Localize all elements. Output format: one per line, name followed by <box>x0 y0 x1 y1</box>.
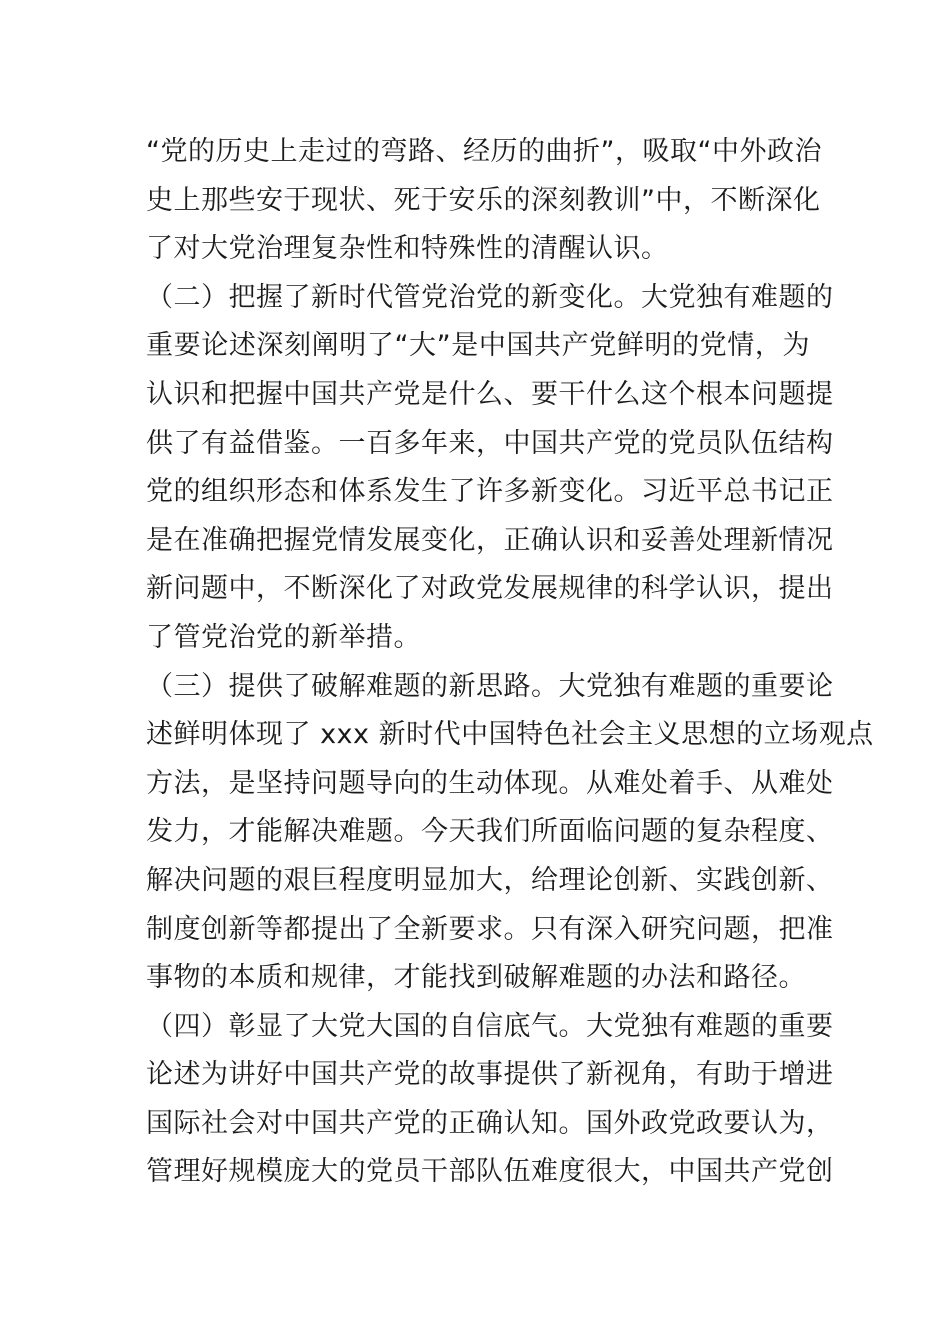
text-line: 论述为讲好中国共产党的故事提供了新视角，有助于增进 <box>146 1059 834 1091</box>
section-heading-line: （四）彰显了大党大国的自信底气。大党独有难题的重要 <box>146 1010 834 1042</box>
text-line: 认识和把握中国共产党是什么、要干什么这个根本问题提 <box>146 378 834 410</box>
text-line: 了对大党治理复杂性和特殊性的清醒认识。 <box>146 233 669 265</box>
body-text <box>146 128 874 1197</box>
text-line: 新问题中，不断深化了对政党发展规律的科学认识，提出 <box>146 573 834 605</box>
text-line: 事物的本质和规律，才能找到破解难题的办法和路径。 <box>146 962 806 994</box>
text-line: 管理好规模庞大的党员干部队伍难度很大，中国共产党创 <box>146 1156 834 1188</box>
text-line: 重要论述深刻阐明了“大”是中国共产党鲜明的党情，为 <box>146 330 810 362</box>
section-heading-line: （二）把握了新时代管党治党的新变化。大党独有难题的 <box>146 281 834 313</box>
text-line: 方法，是坚持问题导向的生动体现。从难处着手、从难处 <box>146 767 834 799</box>
text-line: 供了有益借鉴。一百多年来，中国共产党的党员队伍结构 <box>146 427 834 459</box>
text-line: 发力，才能解决难题。今天我们所面临问题的复杂程度、 <box>146 816 834 848</box>
text-line: 国际社会对中国共产党的正确认知。国外政党政要认为， <box>146 1107 834 1139</box>
text-line: 党的组织形态和体系发生了许多新变化。习近平总书记正 <box>146 476 834 508</box>
section-heading-line: （三）提供了破解难题的新思路。大党独有难题的重要论 <box>146 670 834 702</box>
text-line: 述鲜明体现了 xxx 新时代中国特色社会主义思想的立场观点 <box>146 719 874 751</box>
text-line: 是在准确把握党情发展变化，正确认识和妥善处理新情况 <box>146 524 834 556</box>
text-line: 制度创新等都提出了全新要求。只有深入研究问题，把准 <box>146 913 834 945</box>
text-line: 解决问题的艰巨程度明显加大，给理论创新、实践创新、 <box>146 864 834 896</box>
text-line: 史上那些安于现状、死于安乐的深刻教训”中，不断深化 <box>146 184 821 216</box>
text-line: “党的历史上走过的弯路、经历的曲折”，吸取“中外政治 <box>146 136 822 167</box>
text-line: 了管党治党的新举措。 <box>146 621 421 653</box>
